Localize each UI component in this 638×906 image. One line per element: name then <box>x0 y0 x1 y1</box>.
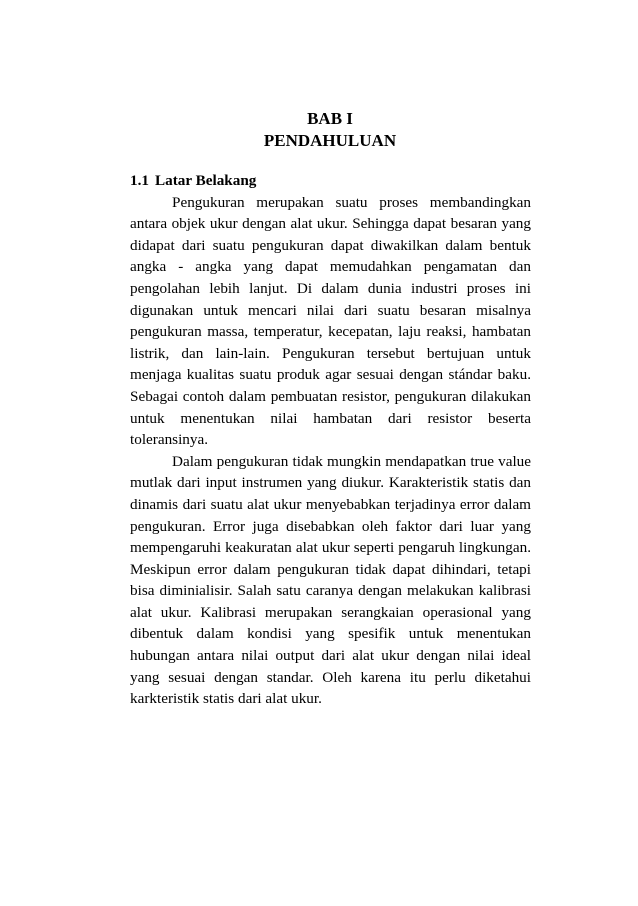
chapter-title: PENDAHULUAN <box>263 131 397 150</box>
paragraph: Dalam pengukuran tidak mungkin mendapatkan true value mutlak dari input instrumen yang diukur. Karakteristik statis dan dinamis dari suatu alat ukur menyebabkan terjadinya error dalam pengukuran. Error juga disebabkan oleh faktor dari luar yang mempengaruhi keakuratan alat ukur seperti pengaruh lingkungan. Meskipun error dalam pengukuran tidak dapat dihindari, tetapi bisa diminialisir. Salah satu caranya dengan melakukan kalibrasi alat ukur. Kalibrasi merupakan serangkaian operasional yang dibentuk dalam kondisi yang spesifik untuk menentukan hubungan antara nilai output dari alat ukur dengan nilai ideal yang sesuai dengan standar. Oleh karena itu perlu diketahui karkteristik statis dari alat ukur. <box>130 452 531 708</box>
chapter-number: BAB I <box>307 109 353 128</box>
section-title: Latar Belakang <box>154 172 257 189</box>
section-number: 1.1 <box>130 172 149 189</box>
chapter-heading <box>0 108 638 152</box>
paragraph: Pengukuran merupakan suatu proses membandingkan antara objek ukur dengan alat ukur. Sehingga dapat besaran yang didapat dari suatu pengukuran dapat diwakilkan dalam bentuk angka - angka yang dapat memudahkan pengamatan dan pengolahan lebih lanjut. Di dalam dunia industri proses ini digunakan untuk mencari nilai dari suatu besaran misalnya pengukuran massa, temperatur, kecepatan, laju reaksi, hambatan listrik, dan lain-lain. Pengukuran tersebut bertujuan untuk menjaga kualitas suatu produk agar sesuai dengan stándar baku. Sebagai contoh dalam pembuatan resistor, pengukuran dilakukan untuk menentukan nilai hambatan dari resistor beserta toleransinya. <box>130 193 531 449</box>
section-heading <box>130 170 531 192</box>
body-text <box>130 170 531 710</box>
